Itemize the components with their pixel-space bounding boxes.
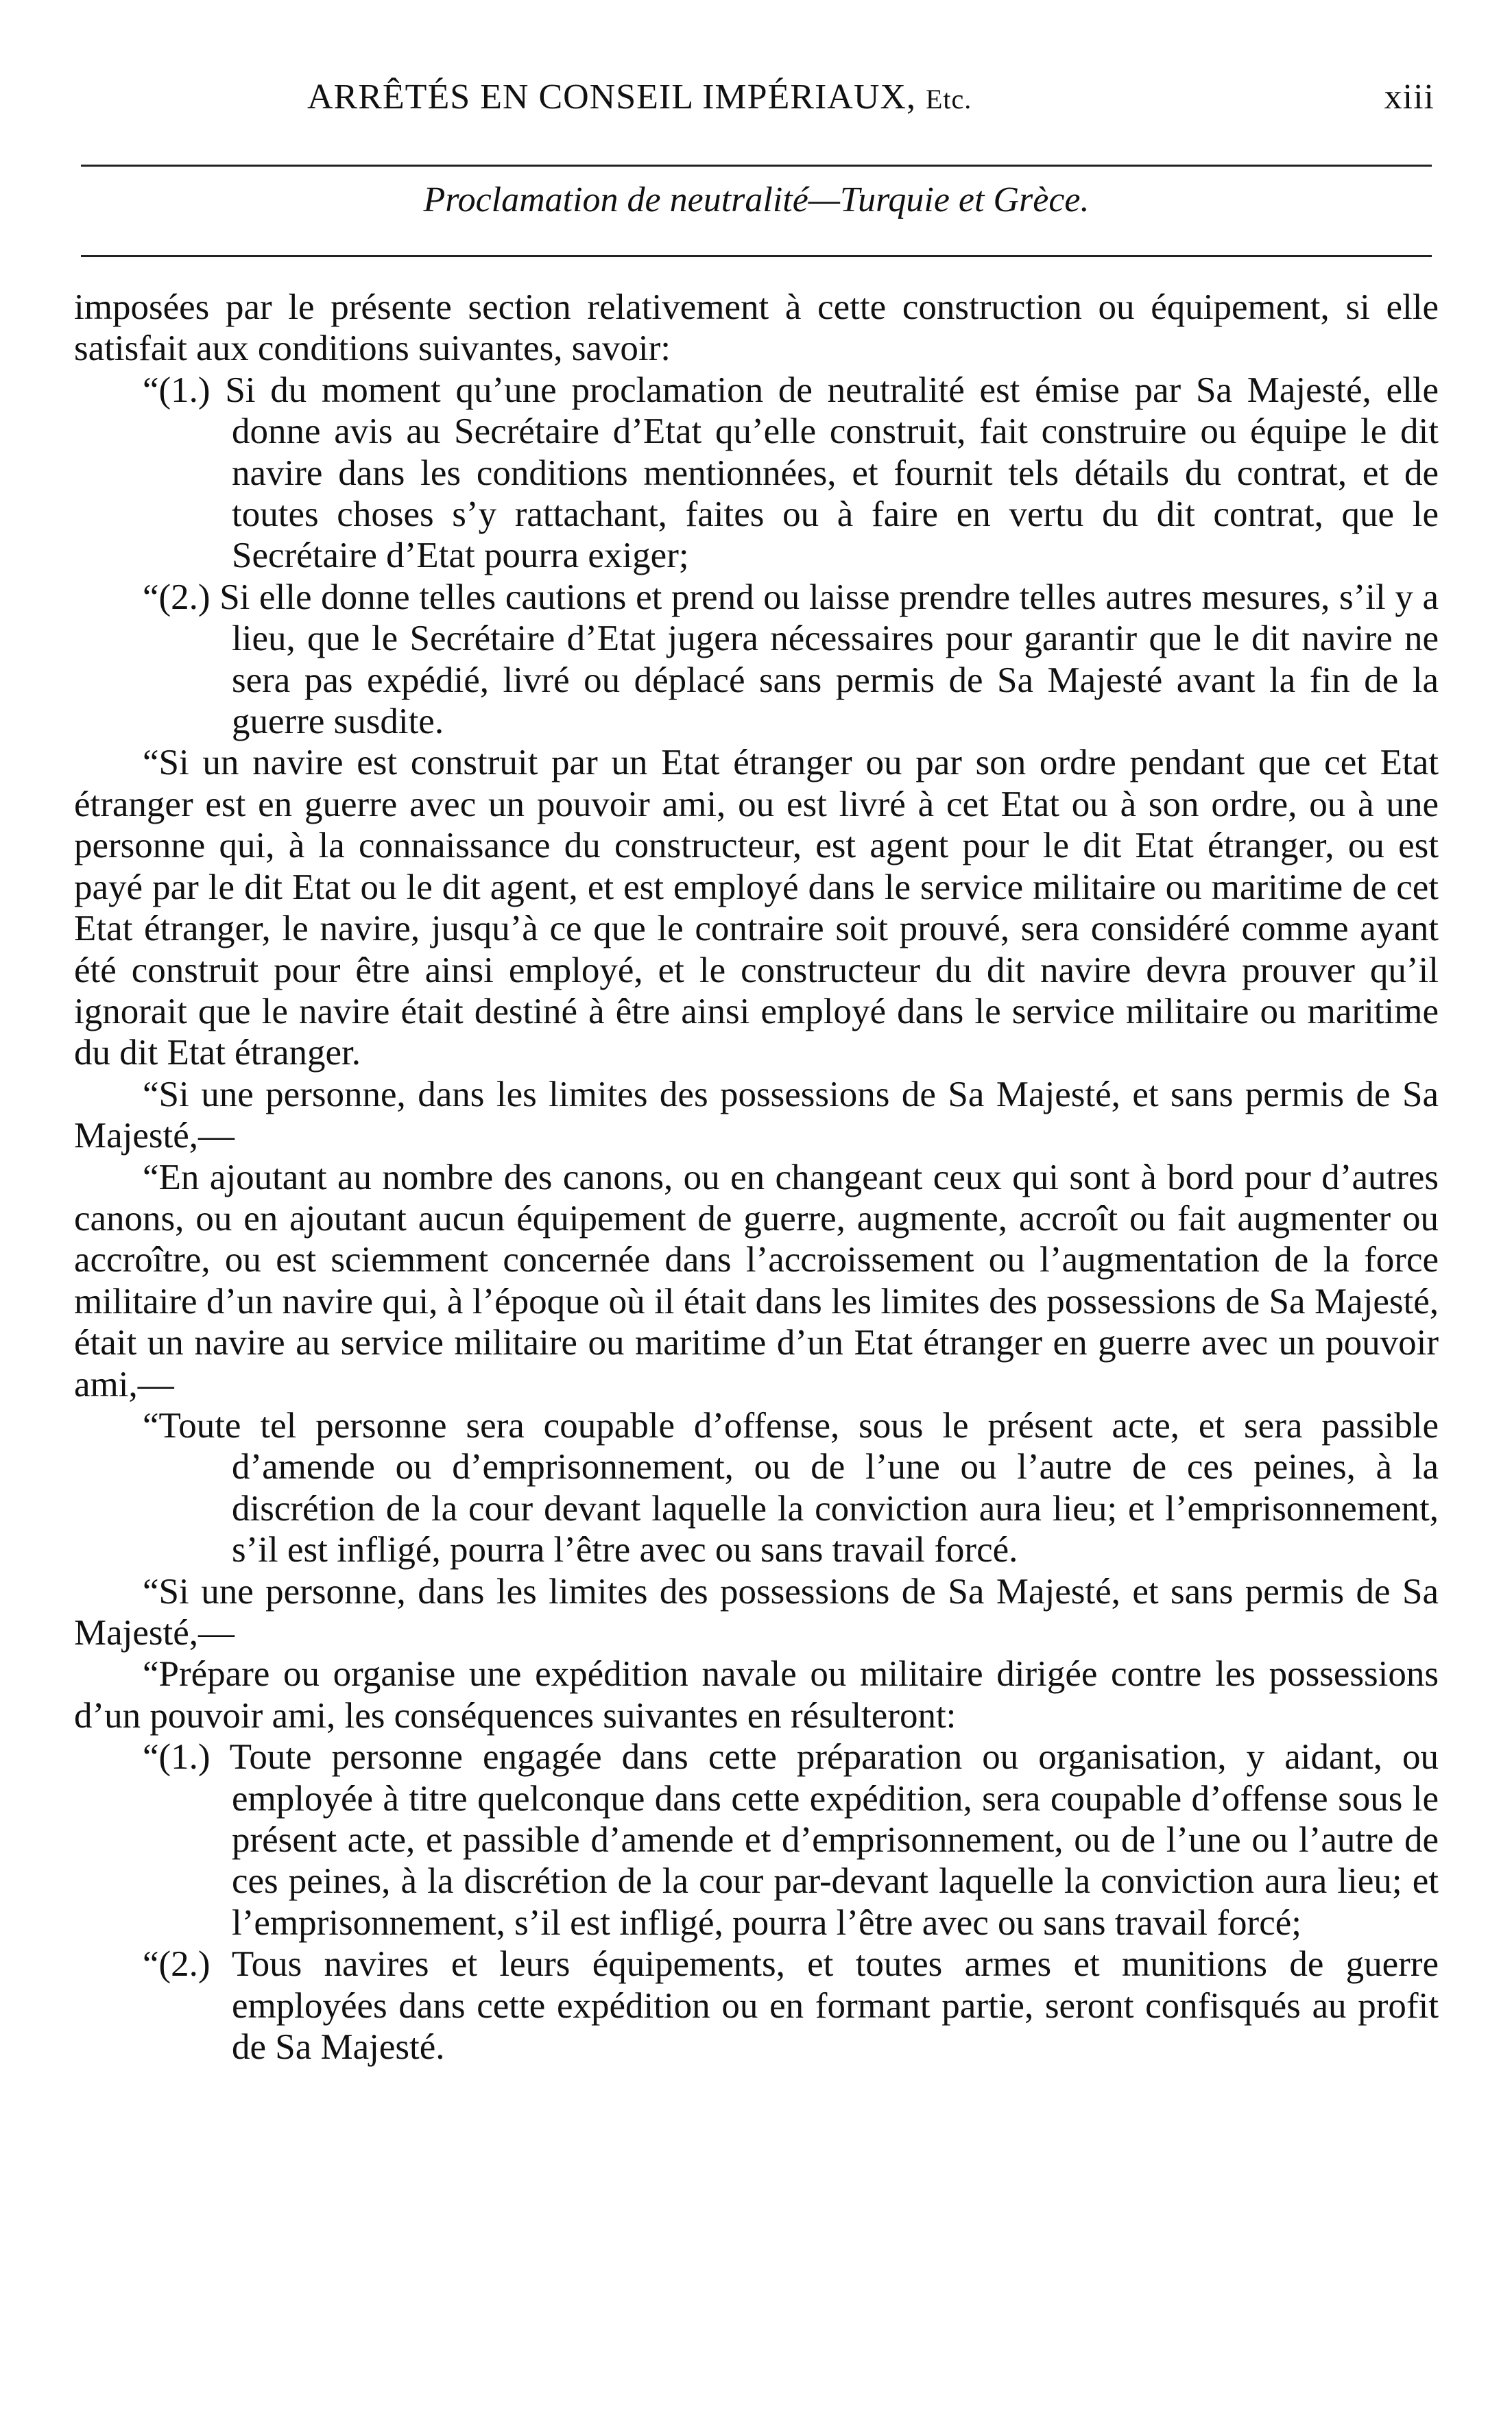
running-title-main: ARRÊTÉS EN CONSEIL IMPÉRIAUX, — [307, 77, 926, 117]
clause-1-persons-engaged: “(1.) Toute personne engagée dans cette préparation ou organisation, y aidant, ou employée à titre quelconque dans cette expédition, sera coupable d’offense sous le présent acte, et passible d’amende et d’emprisonnement, ou de l’une ou l’autre de ces peines, à la discrétion de la cour par-devant laquelle la conviction aura lieu; et l’emprisonnement, s’il est infligé, pourra l’être avec ou sans travail forcé; — [143, 1737, 1439, 1943]
paragraph-person-within-possessions: “Si une personne, dans les limites des possessions de Sa Majesté, et sans permis de Sa Majesté,— — [74, 1074, 1439, 1156]
paragraph-person-within-possessions-2: “Si une personne, dans les limites des possessions de Sa Majesté, et sans permis de Sa Majesté,— — [74, 1571, 1439, 1653]
section-subhead: Proclamation de neutralité—Turquie et Grèce. — [423, 180, 1090, 219]
page-number: xiii — [1384, 77, 1435, 117]
paragraph-adding-guns: “En ajoutant au nombre des canons, ou en changeant ceux qui sont à bord pour d’autres canons, ou en ajoutant aucun équipement de guerre, augmente, accroît ou fait augmenter ou accroître, ou est sciemment concernée dans l’accroissement ou l’augmentation de la force militaire d’un navire qui, à l’époque où il était dans les limites des possessions de Sa Majesté, était un navire au service militaire ou maritime d’un Etat étranger en guerre avec un pouvoir ami,— — [74, 1157, 1439, 1404]
paragraph-continuation: imposées par le présente section relativement à cette construction ou équipement, si elle satisfait aux conditions suivantes, savoir: — [74, 287, 1439, 369]
clause-1-notice: “(1.) Si du moment qu’une proclamation de neutralité est émise par Sa Majesté, elle donne avis au Secrétaire d’Etat qu’elle construit, fait construire ou équipe le dit navire dans les conditions mentionnées, et fournit tels détails du contrat, et de toutes choses s’y rattachant, faites ou à faire en vertu du dit contrat, que le Secrétaire d’Etat pourra exiger; — [143, 370, 1439, 576]
running-head — [74, 63, 1439, 125]
body-text — [74, 287, 1439, 2068]
paragraph-foreign-state-ship: “Si un navire est construit par un Etat étranger ou par son ordre pendant que cet Etat étranger est en guerre avec un pouvoir ami, ou est livré à cet Etat ou à son ordre, ou à une personne qui, à la connaissance du constructeur, est agent pour le dit Etat étranger, ou est payé par le dit Etat ou le dit agent, et est employé dans le service militaire ou maritime de cet Etat étranger, le navire, jusqu’à ce que le contraire soit prouvé, sera considéré comme ayant été construit pour être ainsi employé, et le constructeur du dit navire devra prouver qu’il ignorait que le navire était destiné à être ainsi employé dans le service militaire ou maritime du dit Etat étranger. — [74, 743, 1439, 1073]
clause-2-security: “(2.) Si elle donne telles cautions et prend ou laisse prendre telles autres mesures, s’il y a lieu, que le Secrétaire d’Etat jugera nécessaires pour garantir que le dit navire ne sera pas expédié, livré ou déplacé sans permis de Sa Majesté avant la fin de la guerre susdite. — [143, 577, 1439, 742]
paragraph-offence-penalty: “Toute tel personne sera coupable d’offense, sous le présent acte, et sera passible d’amende ou d’emprisonnement, ou de l’une ou l’autre de ces peines, à la discrétion de la cour devant laquelle la conviction aura lieu; et l’emprisonnement, s’il est infligé, pourra l’être avec ou sans travail forcé. — [143, 1405, 1439, 1570]
header-rule-bottom — [81, 255, 1432, 257]
running-title-etc: Etc. — [925, 84, 972, 115]
paragraph-expedition: “Prépare ou organise une expédition navale ou militaire dirigée contre les possessions d’un pouvoir ami, les conséquences suivantes en résulteront: — [74, 1654, 1439, 1736]
header-rule-top — [81, 165, 1432, 167]
running-title — [307, 77, 972, 117]
clause-2-forfeiture: “(2.) Tous navires et leurs équipements, et toutes armes et munitions de guerre employées dans cette expédition ou en formant partie, seront confisqués au profit de Sa Majesté. — [143, 1944, 1439, 2068]
